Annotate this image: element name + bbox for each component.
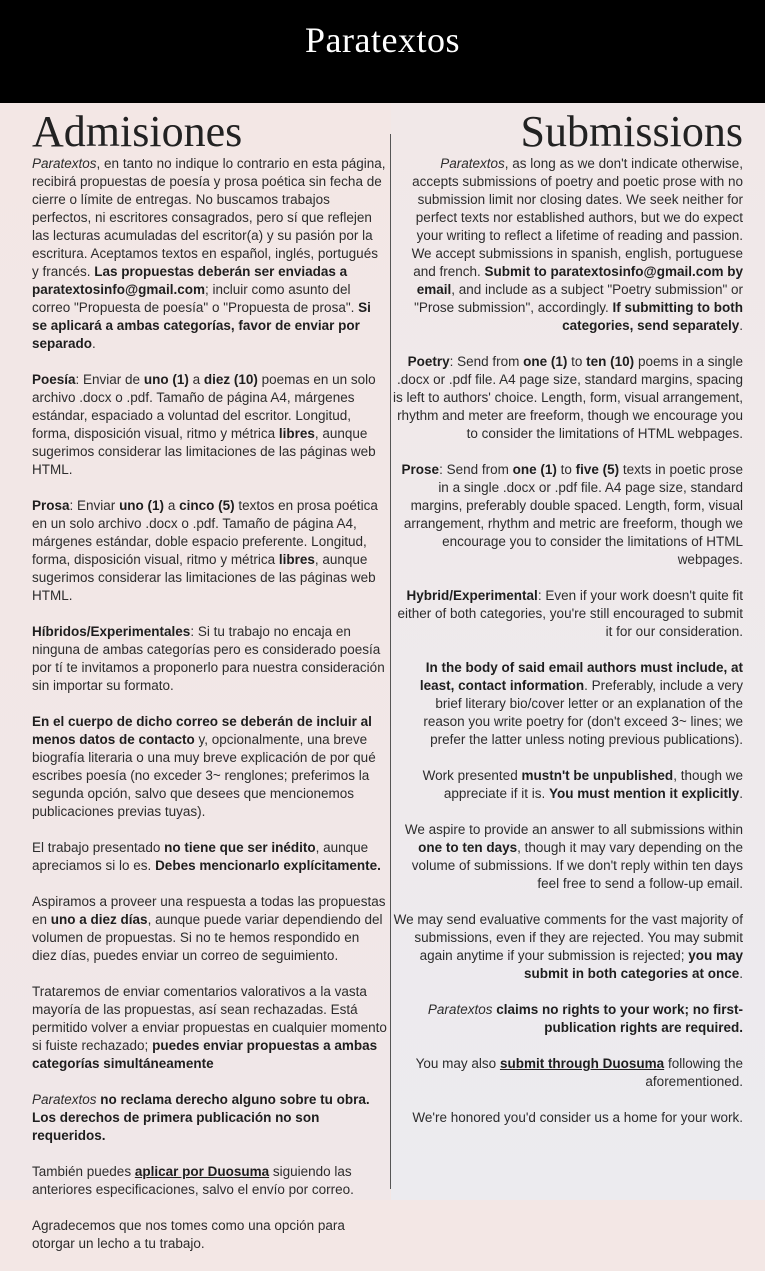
en-rights-paragraph: Paratextos claims no rights to your work; no first-publication rights are required. [427,1002,743,1035]
es-thanks-paragraph: Agradecemos que nos tomes como una opción para otorgar un lecho a tu trabajo. [32,1218,345,1251]
admisiones-heading: Admisiones [32,107,243,156]
es-rights-paragraph: Paratextos no reclama derecho alguno sobre tu obra. Los derechos de primera publicación no son requeridos. [32,1092,370,1143]
es-comments-paragraph: Trataremos de enviar comentarios valorativos a la vasta mayoría de las propuestas, así sean rechazadas. Está permitido volver a enviar propuestas en cualquier momento si fuiste rechazado; puedes enviar propuestas a ambas categorías simultáneamente [32,984,387,1071]
es-intro-paragraph: Paratextos, en tanto no indique lo contrario en esta página, recibirá propuestas de poesía y prosa poética sin fecha de cierre o límite de entregas. No buscamos trabajos perfectos, ni escritores consagrados, pero sí que reflejen las lecturas acumuladas del escritor(a) y su pasión por la escritura. Aceptamos textos en español, inglés, portugués y francés. Las propuestas deberán ser enviadas a paratextosinfo@gmail.com; incluir como asunto del correo "Propuesta de poesía" o "Propuesta de prosa". Si se aplicará a ambas categorías, favor de enviar por separado. [32,156,386,351]
es-poetry-paragraph: Poesía: Enviar de uno (1) a diez (10) poemas en un solo archivo .docx o .pdf. Tamaño de página A4, márgenes estándar, espaciado a voluntad del escritor. Longitud, forma, disposición visual, ritmo y métrica libres, aunque sugerimos considerar las limitaciones de las páginas web HTML. [32,372,376,477]
column-divider [390,134,391,1189]
en-hybrid-paragraph: Hybrid/Experimental: Even if your work doesn't quite fit either of both categories, you're still encouraged to submit it for our consideration. [397,588,743,639]
english-column [393,155,743,1145]
es-duosuma-link[interactable]: aplicar por Duosuma [134,1164,270,1179]
en-thanks-paragraph: We're honored you'd consider us a home for your work. [412,1110,743,1125]
site-title[interactable]: Paratextos [305,19,460,60]
en-duosuma-link[interactable]: submit through Duosuma [499,1056,665,1071]
es-response-time-paragraph: Aspiramos a proveer una respuesta a todas las propuestas en uno a diez días, aunque puede variar dependiendo del volumen de propuestas. Si no te hemos respondido en diez días, puedes enviar un correo de seguimiento. [32,894,386,963]
es-duosuma-paragraph: También puedes aplicar por Duosuma siguiendo las anteriores especificaciones, salvo el envío por correo. [32,1164,354,1197]
en-email-body-paragraph: In the body of said email authors must include, at least, contact information. Preferably, include a very brief literary bio/cover letter or an explanation of the reason you write poetry for (don't exceed 3~ lines; we prefer the latter unless noting previous publications). [419,660,743,747]
es-hybrid-paragraph: Híbridos/Experimentales: Si tu trabajo no encaja en ninguna de ambas categorías pero es considerado poesía por tí te invitamos a proponerlo para nuestra consideración sin importar su formato. [32,624,385,693]
en-comments-paragraph: We may send evaluative comments for the vast majority of submissions, even if they are rejected. You may submit again anytime if your submission is rejected; you may submit in both categories at once. [393,912,743,981]
en-prose-paragraph: Prose: Send from one (1) to five (5) texts in poetic prose in a single .docx or .pdf file. A4 page size, standard margins, preferably double spaced. Length, form, visual arrangement, rhythm and metric are freeform, though we encourage you to consider the limitations of HTML webpages. [401,462,743,567]
es-prose-paragraph: Prosa: Enviar uno (1) a cinco (5) textos en prosa poética en un solo archivo .docx o .pdf. Tamaño de página A4, márgenes estándar, doble espacio preferente. Longitud, forma, disposición visual, ritmo y métrica libres, aunque sugerimos considerar las limitaciones de las páginas web HTML. [32,498,378,603]
en-response-time-paragraph: We aspire to provide an answer to all submissions within one to ten days, though it may vary depending on the volume of submissions. If we don't reply within ten days feel free to send a follow-up email. [404,822,743,891]
es-unpublished-paragraph: El trabajo presentado no tiene que ser inédito, aunque apreciamos si lo es. Debes mencionarlo explícitamente. [32,840,381,873]
es-email-body-paragraph: En el cuerpo de dicho correo se deberán de incluir al menos datos de contacto y, opcionalmente, una breve biografía literaria o una muy breve explicación de por qué escribes poesía (no exceder 3~ renglones; preferimos la segunda opción, salvo que desees que mencionemos publicaciones previas tuyas). [32,714,376,819]
en-intro-paragraph: Paratextos, as long as we don't indicate otherwise, accepts submissions of poetry and poetic prose with no submission limit nor closing dates. We seek neither for perfect texts nor established authors, but we do expect your writing to reflect a lifetime of reading and passion. We accept submissions in spanish, english, portuguese and french. Submit to paratextosinfo@gmail.com by email, and include as a subject "Poetry submission" or "Prose submission", accordingly. If submitting to both categories, send separately. [411,156,743,333]
site-header [0,0,765,103]
en-unpublished-paragraph: Work presented mustn't be unpublished, though we appreciate if it is. You must mention it explicitly. [422,768,743,801]
en-poetry-paragraph: Poetry: Send from one (1) to ten (10) poems in a single .docx or .pdf file. A4 page size, standard margins, spacing is left to authors' choice. Length, form, visual arrangement, rhythm and meter are freeform, though we encourage you to consider the limitations of HTML webpages. [393,354,744,441]
en-duosuma-paragraph: You may also submit through Duosuma following the aforementioned. [415,1056,743,1089]
spanish-column [32,155,387,1271]
submissions-heading: Submissions [520,107,743,156]
